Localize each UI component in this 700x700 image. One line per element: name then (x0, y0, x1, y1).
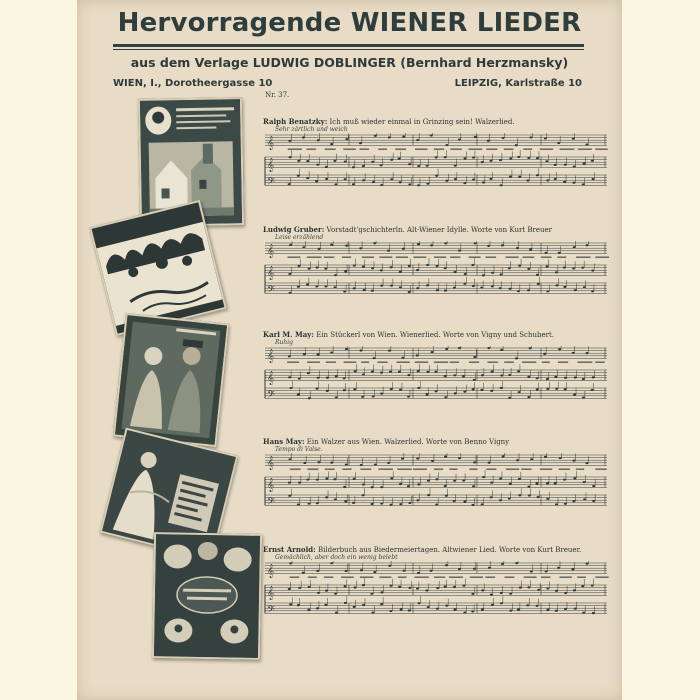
title-rule-thick (113, 44, 584, 47)
piece-2 (263, 225, 609, 303)
piece-tempo: Leise erzählend (275, 234, 324, 241)
catalog-number: Nr. 37. (265, 91, 290, 99)
music-excerpt (263, 346, 609, 408)
piece-title: Ein Walzer aus Wien. Walzerlied. Worte von Benno Vigny (306, 438, 510, 446)
svg-text:𝄞: 𝄞 (267, 348, 275, 363)
piece-3 (263, 330, 609, 408)
address-wien: WIEN, I., Dorotheergasse 10 (113, 78, 273, 89)
music-excerpt (263, 133, 609, 195)
cover-stueckerl-aus-wien (113, 313, 229, 447)
cover-ich-muss-wieder (138, 97, 244, 227)
music-excerpt (263, 241, 609, 303)
cover-bilderbuch-image (154, 534, 260, 658)
piece-1 (263, 117, 609, 195)
piece-title: Vorstadt'gschichterln. Alt-Wiener Idylle. Worte von Kurt Breuer (326, 226, 552, 234)
svg-text:𝄞: 𝄞 (267, 563, 275, 578)
svg-text:𝄞: 𝄞 (267, 135, 275, 150)
svg-text:𝄞: 𝄞 (267, 243, 275, 258)
cover-walzer-aus-wien-image (102, 430, 236, 558)
piece-tempo: Ruhig (275, 339, 294, 346)
cover-stueckerl-aus-wien-image (115, 315, 227, 445)
piece-tempo: Tempo di Valse. (275, 446, 323, 453)
svg-text:𝄞: 𝄞 (267, 265, 275, 280)
piece-4 (263, 437, 609, 515)
publisher-line: aus dem Verlage LUDWIG DOBLINGER (Bernhard Herzmansky) (130, 55, 569, 70)
cover-bilderbuch (152, 532, 262, 660)
piece-composer: Hans May: (263, 437, 305, 446)
music-excerpt (263, 561, 609, 623)
title-rule-thin (113, 49, 584, 50)
piece-tempo: Sehr zärtlich und weich (275, 126, 348, 133)
svg-text:𝄢: 𝄢 (267, 388, 275, 403)
music-excerpt (263, 453, 609, 515)
address-leipzig: LEIPZIG, Karlstraße 10 (454, 78, 582, 89)
piece-tempo: Gemächlich, aber doch ein wenig belebt (275, 554, 398, 561)
sheet-music-page (77, 0, 622, 700)
piece-composer: Ludwig Gruber: (263, 225, 325, 234)
cover-vorstadtgschichterln-image (92, 202, 225, 333)
cover-vorstadtgschichterln (89, 200, 227, 336)
svg-text:𝄞: 𝄞 (267, 157, 275, 172)
svg-text:𝄢: 𝄢 (267, 603, 275, 618)
piece-composer: Ralph Benatzky: (263, 117, 328, 126)
piece-composer: Karl M. May: (263, 330, 314, 339)
svg-text:𝄞: 𝄞 (267, 477, 275, 492)
svg-text:𝄢: 𝄢 (267, 175, 275, 190)
piece-title: Bilderbuch aus Biedermeiertagen. Altwiener Lied. Worte von Kurt Breuer. (317, 546, 582, 554)
svg-text:𝄢: 𝄢 (267, 495, 275, 510)
svg-text:𝄞: 𝄞 (267, 455, 275, 470)
svg-text:𝄞: 𝄞 (267, 370, 275, 385)
page-title: Hervorragende WIENER LIEDER (117, 8, 582, 38)
piece-composer: Ernst Arnold: (263, 545, 316, 554)
piece-5 (263, 545, 609, 623)
cover-ich-muss-wieder-image (140, 99, 242, 225)
cover-walzer-aus-wien (100, 428, 239, 561)
piece-title: Ich muß wieder einmal in Grinzing sein! Walzerlied. (329, 118, 515, 126)
piece-title: Ein Stückerl von Wien. Wienerlied. Worte von Vigny und Schubert. (316, 331, 554, 339)
svg-text:𝄢: 𝄢 (267, 283, 275, 298)
svg-text:𝄞: 𝄞 (267, 585, 275, 600)
